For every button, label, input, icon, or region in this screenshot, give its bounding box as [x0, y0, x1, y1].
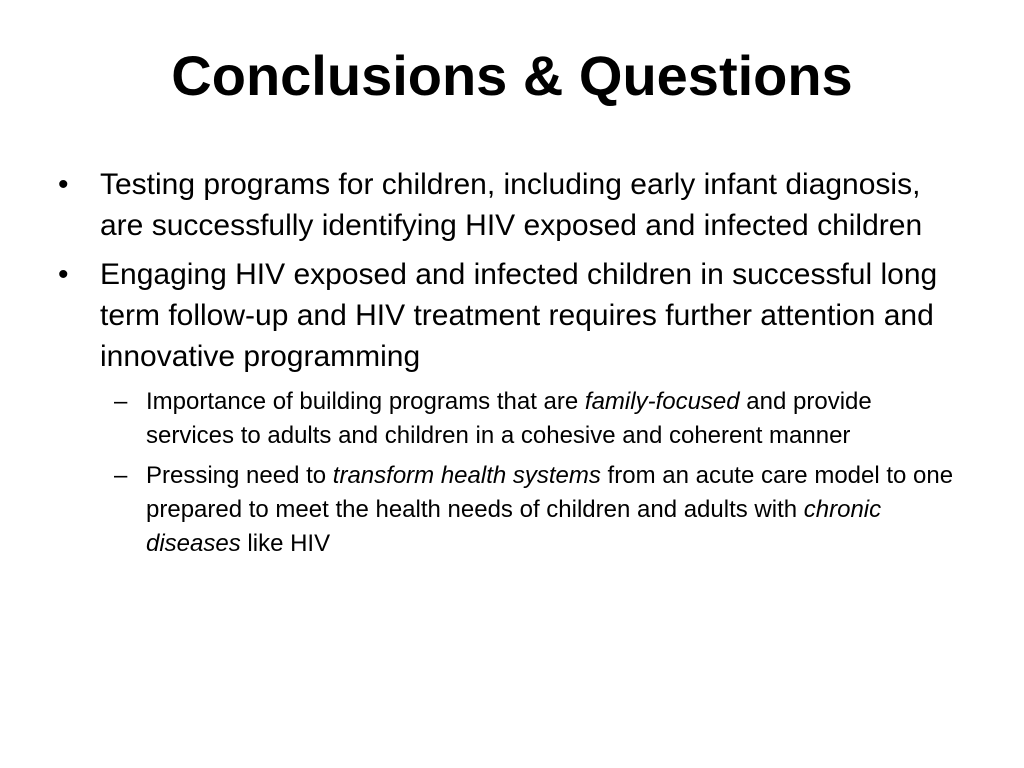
bullet-marker: •	[58, 258, 69, 291]
sub-bullet-item	[104, 385, 966, 453]
sub-bullet-item	[104, 459, 966, 561]
sub-bullet-marker: –	[114, 388, 128, 415]
bullet-item	[58, 254, 958, 377]
bullet-marker: •	[58, 168, 69, 201]
sub-bullet-marker: –	[114, 462, 128, 489]
sub-bullet-text: Pressing need to transform health systems from an acute care model to one prepared to meet the health needs of children and adults with chronic diseases like HIV	[146, 462, 954, 557]
emphasis-text: chronic diseases	[146, 496, 882, 557]
bullet-item	[58, 164, 958, 246]
slide-title: Conclusions & Questions	[171, 44, 853, 107]
emphasis-text: family-focused	[584, 388, 740, 415]
sub-bullet-list	[58, 385, 958, 561]
emphasis-text: transform health systems	[332, 462, 601, 489]
slide-content	[58, 164, 958, 567]
sub-bullet-text: Importance of building programs that are family-focused and provide services to adults and children in a cohesive and coherent manner	[146, 388, 872, 449]
bullet-text: Engaging HIV exposed and infected children in successful long term follow-up and HIV treatment requires further attention and innovative programming	[100, 258, 938, 373]
bullet-text: Testing programs for children, including early infant diagnosis, are successfully identifying HIV exposed and infected children	[100, 168, 923, 242]
